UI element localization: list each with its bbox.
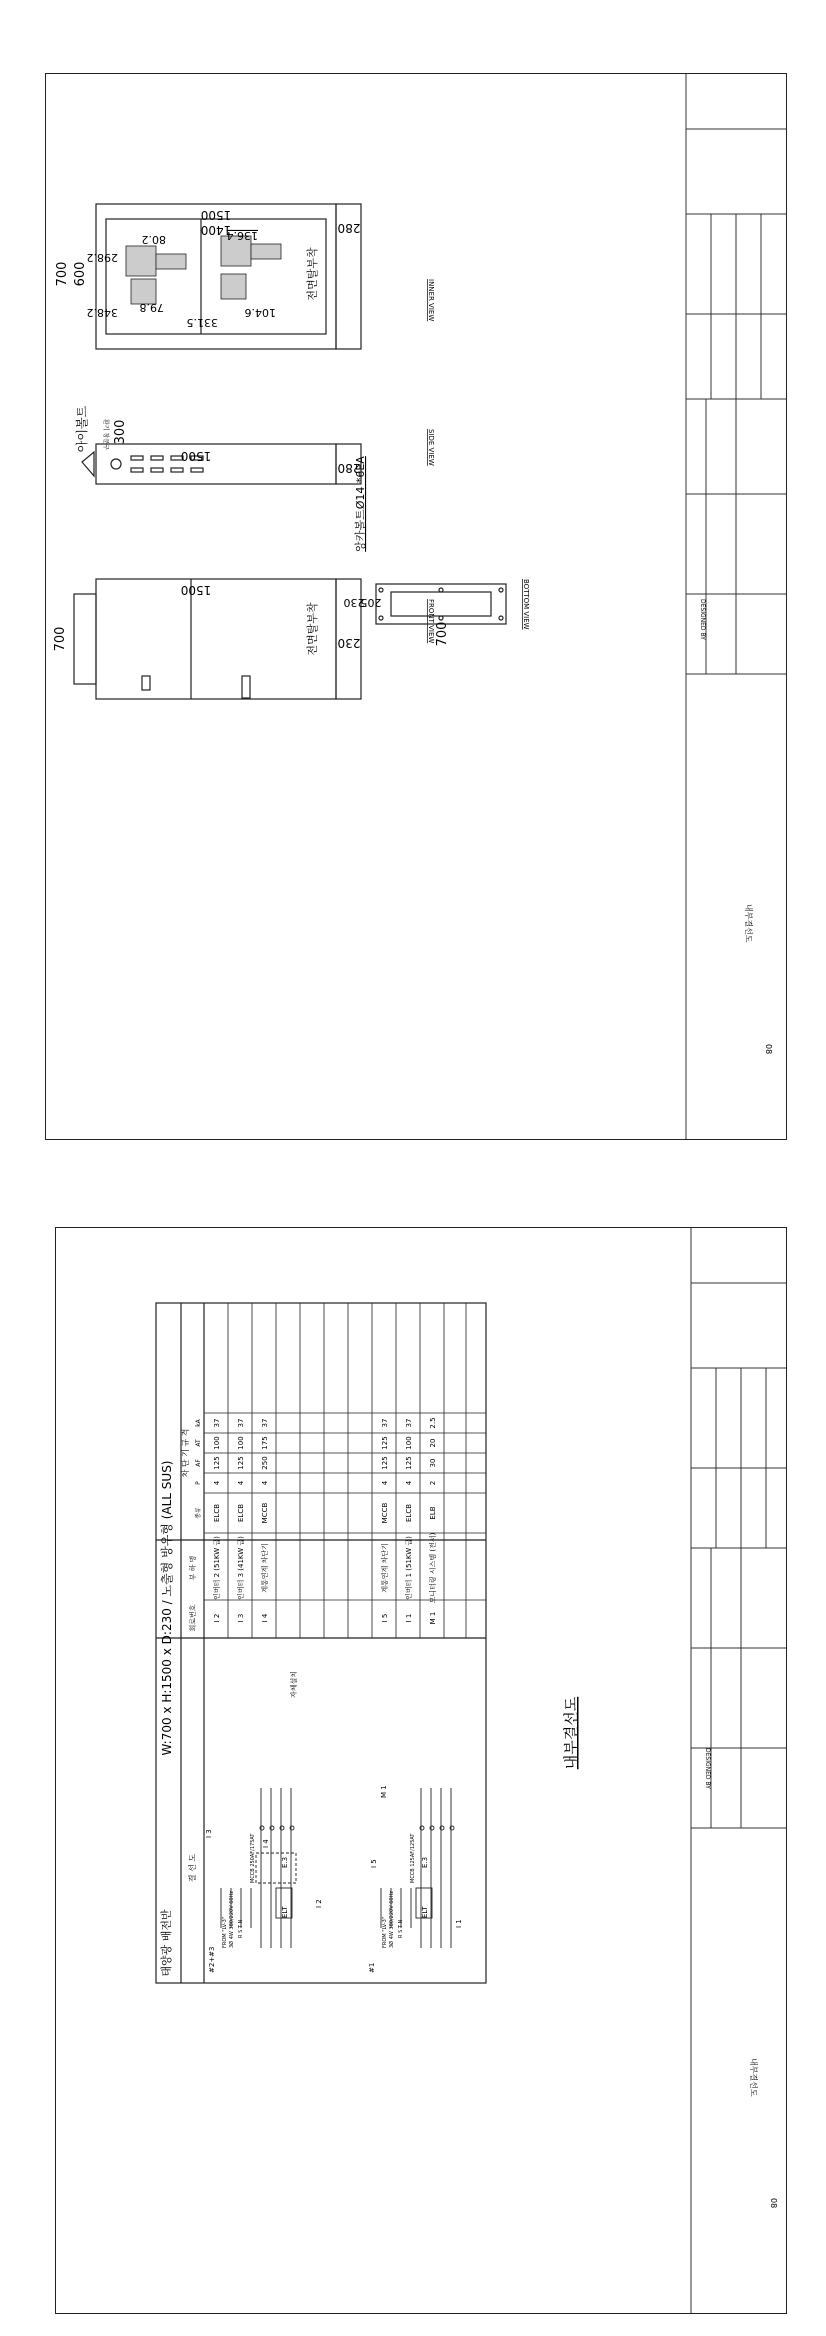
group-a-phases: R S T N <box>238 1919 244 1938</box>
door-handle-lower <box>242 676 250 698</box>
table-cell: 인버터 3 (41KW 급) <box>237 1536 245 1600</box>
anchor-hole <box>379 616 383 620</box>
inner-dim-inner-width: 600 <box>73 261 88 287</box>
designed-by-label: DESIGNED BY <box>699 599 706 640</box>
table-cell: M 1 <box>429 1611 437 1625</box>
table-cell: 30 <box>429 1458 437 1468</box>
door-handle-upper <box>142 676 150 690</box>
group-b-main-breaker: MCCB 125AF/125AT <box>410 1833 416 1883</box>
front-door-sign: 전면탈부착 <box>306 602 319 656</box>
bottom-dim-width: 700 <box>435 621 450 647</box>
anchor-hole <box>439 616 443 620</box>
header-circuit-no: 회로번호 <box>189 1604 197 1632</box>
breaker-block-upper <box>126 246 186 304</box>
table-cell: ELCB <box>237 1503 245 1523</box>
table-cell: 125 <box>381 1436 389 1450</box>
side-dim-width: 300 <box>113 419 128 445</box>
front-dim-depth: 230 <box>337 636 361 650</box>
sheet-number: 08 <box>769 2198 778 2209</box>
group-a-source: 3Ø 4W 380/220V 60Hz <box>229 1891 235 1948</box>
group-a-circuit: I 2 <box>315 1899 323 1908</box>
header-diagram: 결 선 도 <box>188 1853 197 1883</box>
inner-view-caption: INNER VIEW <box>427 279 435 322</box>
designed-by-label: DESIGNED BY <box>704 1748 711 1789</box>
inner-dim: 331.5 <box>186 316 218 329</box>
table-cell: ELCB <box>213 1503 221 1523</box>
table-cell: 125 <box>381 1456 389 1470</box>
bottom-dim-depth-b: 205 <box>360 596 382 609</box>
group-a-elt: ELT <box>281 1906 289 1918</box>
table-cell: 125 <box>237 1456 245 1470</box>
group-b-circuit: M 1 <box>380 1785 388 1798</box>
sheet-number: 08 <box>764 1044 773 1055</box>
table-cell: MCCB <box>381 1502 389 1524</box>
anchor-hole <box>379 588 383 592</box>
eyebolt-icon <box>111 459 121 469</box>
panel-schedule-frame <box>156 1303 486 1983</box>
bottom-view-plate <box>376 584 506 624</box>
outline-drawing-sheet <box>45 73 787 1140</box>
panel-spec: W:700 x H:1500 x D:230 / 노출형 방우형 (ALL SUS) <box>160 1460 174 1756</box>
table-cell: 4 <box>261 1480 269 1486</box>
side-view-caption: SIDE VIEW <box>427 429 435 466</box>
front-view-enclosure <box>96 579 336 699</box>
inner-dim-outer-width: 700 <box>55 261 70 287</box>
eyebolt-label: 아이볼트 <box>75 405 89 453</box>
table-cell: 계통연계 차단기 <box>381 1543 389 1593</box>
bottom-view <box>376 584 506 624</box>
table-cell: 4 <box>237 1480 245 1486</box>
group-a-rows <box>212 1419 269 1623</box>
breaker-block-lower <box>221 236 281 299</box>
group-b-phases: R S T N <box>398 1919 404 1938</box>
wiring-diagram-sheet <box>55 1227 787 2314</box>
inner-door-sign: 전면탈부착 <box>306 247 319 301</box>
table-cell: 인버터 2 (51KW 급) <box>213 1536 221 1600</box>
header-af: AF <box>195 1459 202 1467</box>
table-cell: I 2 <box>213 1613 221 1623</box>
inner-dim: 136.4 <box>226 229 258 242</box>
table-cell: 37 <box>381 1418 389 1428</box>
table-cell: 100 <box>237 1436 245 1450</box>
anchor-hole <box>499 616 503 620</box>
table-cell: 모니터링 시스템 (전서) <box>429 1532 437 1604</box>
table-cell: 2.5 <box>429 1417 437 1429</box>
table-cell: 37 <box>237 1418 245 1428</box>
group-b-feeder: FROM "LV-3" <box>382 1916 388 1948</box>
bottom-view-opening <box>391 592 491 616</box>
inner-dim: 79.8 <box>139 301 164 314</box>
front-view-caption: FRONT VIEW <box>427 599 435 644</box>
table-cell: 4 <box>213 1480 221 1486</box>
group-a-circuit: I 3 <box>205 1829 213 1838</box>
side-dim-height: 1500 <box>180 449 212 463</box>
inner-dim: 348.2 <box>86 306 118 319</box>
group-b-source: 3Ø 4W 380/220V 60Hz <box>389 1891 395 1948</box>
table-cell: 250 <box>261 1456 269 1470</box>
side-view <box>82 444 361 484</box>
table-cell: MCCB <box>261 1502 269 1524</box>
table-cell: ELB <box>429 1506 437 1520</box>
drawing-caption: 내부결선도 <box>562 1696 580 1770</box>
table-cell: 계통연계 차단기 <box>261 1543 269 1593</box>
wiring-diagram <box>56 1228 786 2313</box>
table-cell: 100 <box>405 1436 413 1450</box>
panel-name: 태양광 배전반 <box>160 1909 173 1977</box>
table-cell: I 5 <box>381 1613 389 1623</box>
header-kind: 종류 <box>195 1507 202 1519</box>
group-b-install-note: 자체설치 <box>290 1670 298 1698</box>
inner-dim-depth: 280 <box>337 221 361 235</box>
bottom-dim-depth-a: 230 <box>343 596 365 609</box>
group-a-label: #2+#3 <box>208 1946 216 1973</box>
group-b-circuit: I 1 <box>455 1919 463 1928</box>
table-cell: 37 <box>261 1418 269 1428</box>
side-view-enclosure <box>96 444 336 484</box>
header-load-name: 부 하 명 <box>189 1555 197 1581</box>
group-a-feeder: FROM "LV-3" <box>222 1916 228 1948</box>
header-at: AT <box>195 1439 202 1447</box>
inner-dim-height-inner: 1400 <box>200 223 232 237</box>
table-cell: 125 <box>405 1456 413 1470</box>
table-cell: 4 <box>381 1480 389 1486</box>
group-a-earth: E.3 <box>281 1856 289 1868</box>
table-cell: 4 <box>405 1480 413 1486</box>
table-cell: 2 <box>429 1480 437 1486</box>
anchor-bolt-note: 앙카볼트Ø14 *6EA <box>354 456 367 552</box>
group-b-label: #1 <box>368 1962 376 1973</box>
header-ka: kA <box>195 1419 202 1427</box>
drawing-name: 내부결선도 <box>744 904 753 943</box>
inner-dim: 80.2 <box>141 233 166 246</box>
front-view-top-cover <box>74 594 96 684</box>
table-cell: 20 <box>429 1438 437 1448</box>
table-cell: 125 <box>213 1456 221 1470</box>
group-b-rows <box>380 1417 437 1624</box>
group-a-circuit: I 4 <box>262 1839 270 1848</box>
header-p: P <box>195 1481 202 1485</box>
group-b-circuit: I 5 <box>370 1859 378 1868</box>
table-cell: I 1 <box>405 1613 413 1623</box>
eyebolt-note: 환기 창문구 <box>102 419 109 450</box>
front-dim-height: 1500 <box>180 583 212 597</box>
table-cell: 37 <box>405 1418 413 1428</box>
inner-dim: 298.2 <box>86 251 118 264</box>
group-a-main-breaker: MCCB 250AF/175AT <box>250 1833 256 1883</box>
inner-dim-height-outer: 1500 <box>200 208 232 222</box>
inner-dim: 104.6 <box>244 306 276 319</box>
side-dim-depth: 280 <box>337 461 361 475</box>
front-dim-width: 700 <box>53 626 68 652</box>
group-b-earth: E.3 <box>421 1856 429 1868</box>
anchor-hole <box>499 588 503 592</box>
table-cell: 37 <box>213 1418 221 1428</box>
table-cell: ELCB <box>405 1503 413 1523</box>
table-cell: I 4 <box>261 1613 269 1623</box>
table-cell: I 3 <box>237 1613 245 1623</box>
drawing-name: 내부결선도 <box>749 2058 758 2097</box>
schedule-table <box>204 1303 486 1638</box>
table-cell: 175 <box>261 1436 269 1450</box>
table-cell: 100 <box>213 1436 221 1450</box>
bottom-view-caption: BOTTOM VIEW <box>522 579 530 630</box>
group-b-elt: ELT <box>421 1906 429 1918</box>
header-breaker-spec: 차 단 기 규 격 <box>181 1428 190 1478</box>
anchor-hole <box>439 588 443 592</box>
outline-drawing <box>46 74 786 1139</box>
table-cell: 인버터 1 (51KW 급) <box>405 1536 413 1600</box>
